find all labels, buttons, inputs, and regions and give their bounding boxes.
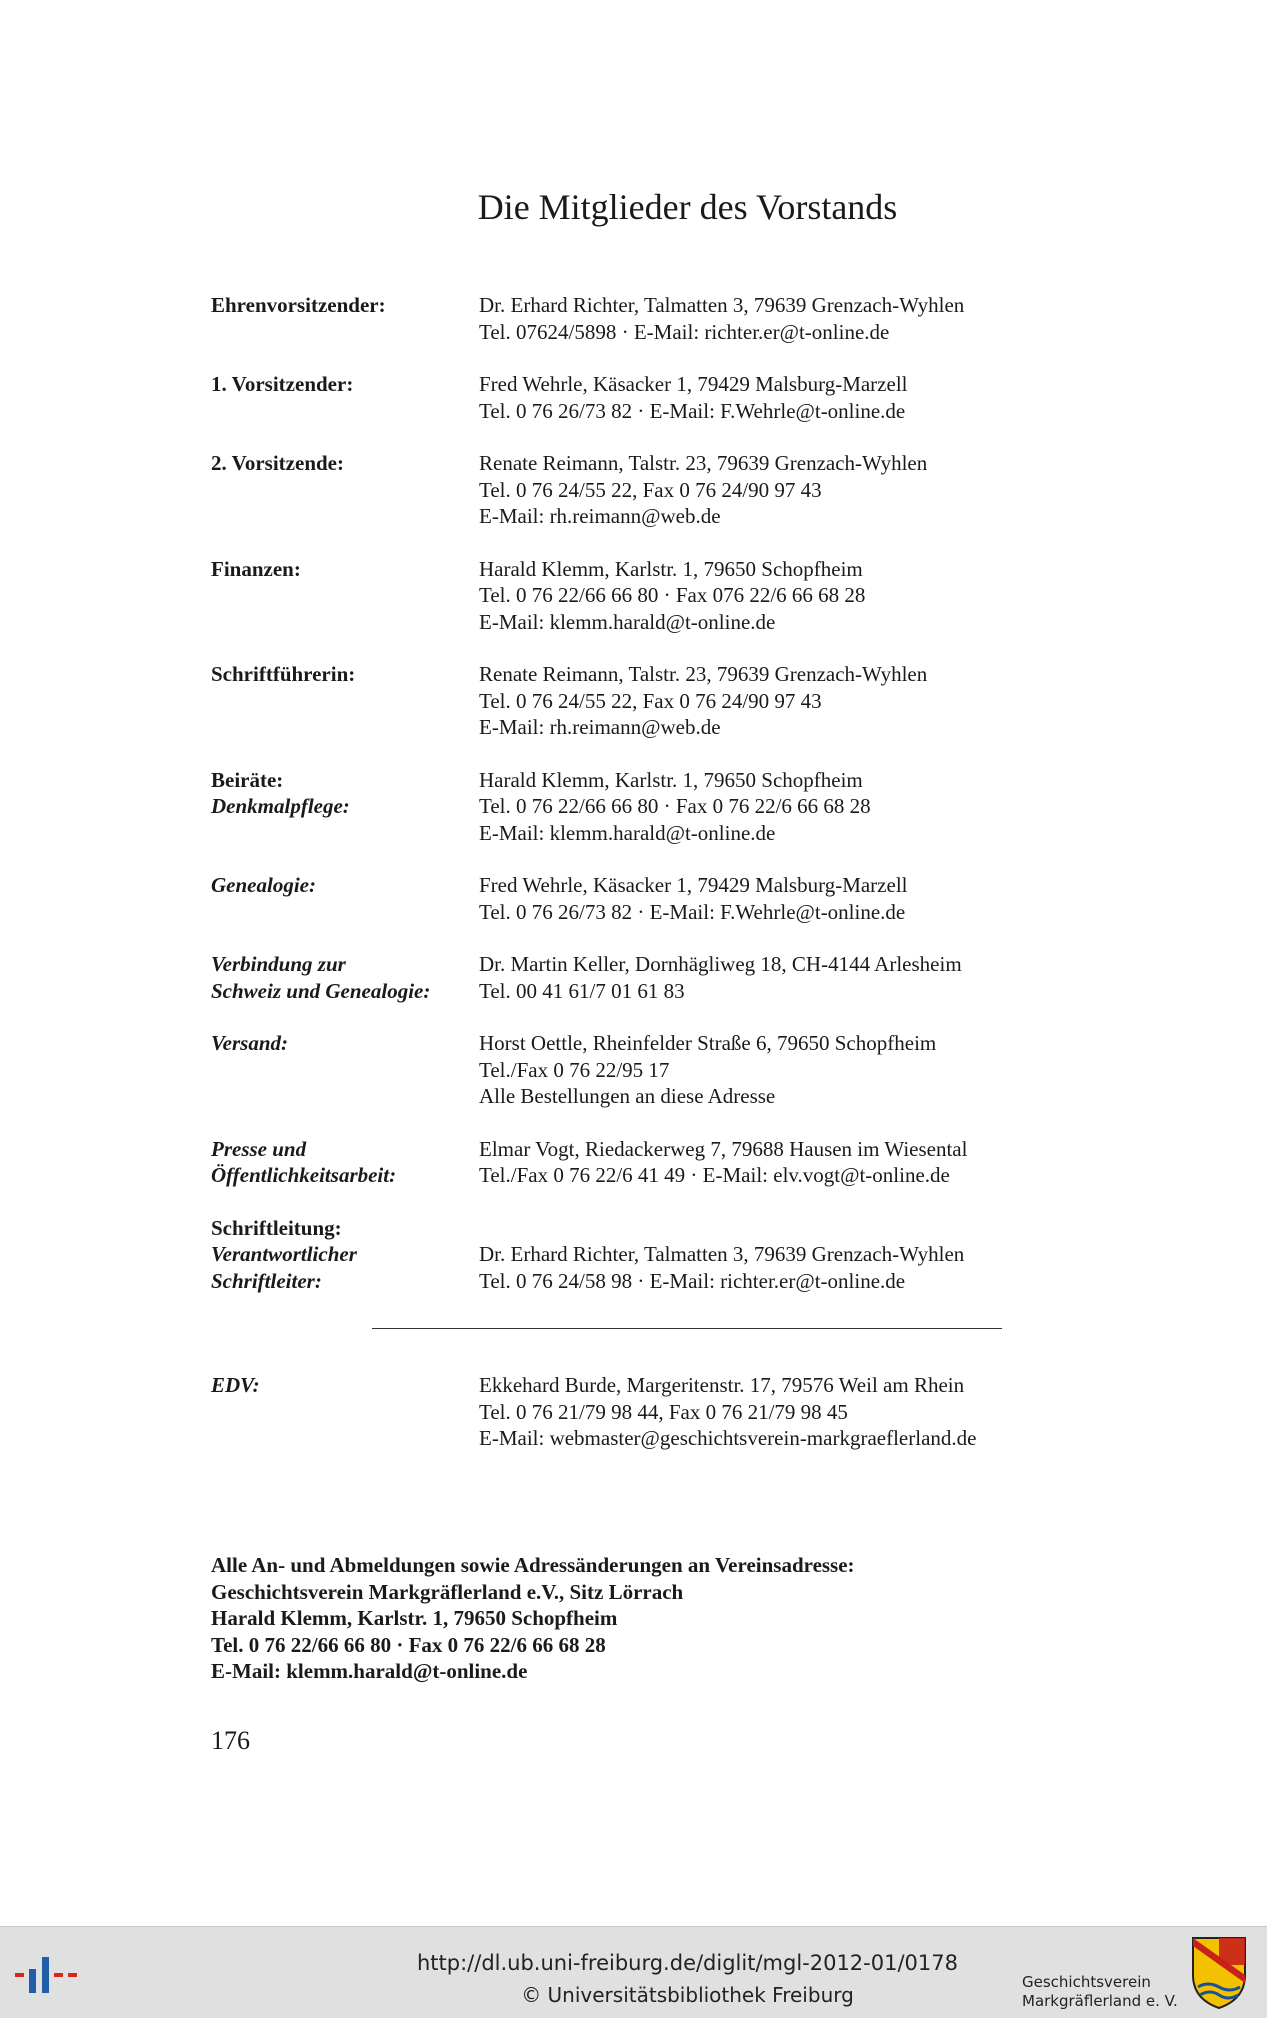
footer-url-link[interactable]: http://dl.ub.uni-freiburg.de/diglit/mgl-2012-01/0178 — [416, 1951, 958, 1975]
entry-line: Dr. Erhard Richter, Talmatten 3, 79639 Grenzach-Wyhlen — [479, 293, 965, 317]
entry-label: Presse und — [211, 1136, 307, 1161]
entry-value-column — [479, 1136, 1091, 1189]
entry-value-column — [479, 872, 1091, 925]
entry-line: Tel. 0 76 21/79 98 44, Fax 0 76 21/79 98 45 — [479, 1399, 848, 1424]
entry-value-column — [479, 661, 1091, 741]
entry-line: E-Mail: klemm.harald@t-online.de — [479, 609, 776, 634]
entry-line: Horst Oettle, Rheinfelder Straße 6, 79650 Schopfheim — [479, 1031, 937, 1055]
entry-label-column — [211, 951, 479, 1004]
entry-line: Tel. 00 41 61/7 01 61 83 — [479, 978, 685, 1003]
entry-label-column — [211, 1215, 479, 1295]
entry-line: E-Mail: rh.reimann@web.de — [479, 715, 721, 739]
entry-label: Beiräte: — [211, 767, 284, 792]
entry-value-column — [479, 767, 1091, 847]
entry-line: Tel. 0 76 26/73 82 · E-Mail: F.Wehrle@t-online.de — [479, 899, 906, 924]
notice-line: Geschichtsverein Markgräflerland e.V., Sitz Lörrach — [211, 1579, 684, 1604]
board-member-entry — [211, 1136, 1091, 1189]
board-member-entry — [211, 371, 1091, 424]
board-member-entry — [211, 1215, 1091, 1295]
notice-line: Harald Klemm, Karlstr. 1, 79650 Schopfheim — [211, 1606, 618, 1630]
board-members-list — [211, 292, 1091, 1320]
board-member-entry — [211, 767, 1091, 847]
entry-line: Ekkehard Burde, Margeritenstr. 17, 79576 Weil am Rhein — [479, 1373, 965, 1397]
board-member-entry — [211, 292, 1091, 345]
entry-label: Schriftleiter: — [211, 1268, 322, 1293]
page-title: Die Mitglieder des Vorstands — [477, 187, 898, 227]
entry-label: Ehrenvorsitzender: — [211, 293, 386, 317]
entry-label: 1. Vorsitzender: — [211, 372, 354, 396]
entry-label: Verbindung zur — [211, 952, 346, 976]
entry-value-column — [479, 1030, 1091, 1110]
entry-line: Dr. Martin Keller, Dornhägliweg 18, CH-4144 Arlesheim — [479, 952, 962, 976]
entry-label-column — [211, 1372, 479, 1452]
board-member-entry — [211, 872, 1091, 925]
entry-value-column — [479, 951, 1091, 1004]
entry-label-column — [211, 872, 479, 925]
board-member-entry — [211, 1030, 1091, 1110]
society-name-line: Geschichtsverein — [1022, 1973, 1151, 1991]
page-number: 176 — [211, 1726, 250, 1755]
entry-line: E-Mail: rh.reimann@web.de — [479, 504, 721, 528]
entry-line: Renate Reimann, Talstr. 23, 79639 Grenzach-Wyhlen — [479, 451, 928, 475]
entry-label: EDV: — [211, 1373, 260, 1397]
board-member-entry — [211, 661, 1091, 741]
entry-line: Tel. 0 76 26/73 82 · E-Mail: F.Wehrle@t-online.de — [479, 398, 906, 423]
entry-line: Alle Bestellungen an diese Adresse — [479, 1084, 776, 1108]
entry-line: Tel. 0 76 24/55 22, Fax 0 76 24/90 97 43 — [479, 477, 822, 502]
entry-line: Tel. 0 76 22/66 66 80 · Fax 076 22/6 66 68 28 — [479, 583, 866, 607]
entry-label-column — [211, 371, 479, 424]
entry-line: Tel. 07624/5898 · E-Mail: richter.er@t-online.de — [479, 319, 890, 344]
entry-line: Fred Wehrle, Käsacker 1, 79429 Malsburg-Marzell — [479, 372, 908, 396]
board-member-entry — [211, 556, 1091, 636]
entry-line: Harald Klemm, Karlstr. 1, 79650 Schopfheim — [479, 556, 863, 581]
footer-copyright: © Universitätsbibliothek Freiburg — [521, 1983, 854, 2007]
entry-line: E-Mail: webmaster@geschichtsverein-markgraeflerland.de — [479, 1426, 977, 1450]
entry-label-column — [211, 1030, 479, 1110]
entry-value-column — [479, 371, 1091, 424]
entry-label-column — [211, 556, 479, 636]
entry-label: Öffentlichkeitsarbeit: — [211, 1163, 397, 1187]
entry-line: Tel./Fax 0 76 22/6 41 49 · E-Mail: elv.vogt@t-online.de — [479, 1163, 950, 1187]
society-name-line: Markgräflerland e. V. — [1022, 1992, 1178, 2010]
entry-label: Verantwortlicher — [211, 1242, 357, 1266]
entry-label-column — [211, 292, 479, 345]
board-member-entry — [211, 951, 1091, 1004]
entry-line: Elmar Vogt, Riedackerweg 7, 79688 Hausen im Wiesental — [479, 1136, 968, 1161]
membership-notice — [211, 1552, 1111, 1685]
entry-label: Schriftleitung: — [211, 1215, 342, 1240]
entry-label: Finanzen: — [211, 556, 301, 581]
entry-line: Tel. 0 76 24/55 22, Fax 0 76 24/90 97 43 — [479, 688, 822, 713]
entry-value-column — [479, 292, 1091, 345]
entry-line: Renate Reimann, Talstr. 23, 79639 Grenzach-Wyhlen — [479, 662, 928, 686]
entry-label-column — [211, 1136, 479, 1189]
entry-label-column — [211, 661, 479, 741]
entry-line: Harald Klemm, Karlstr. 1, 79650 Schopfheim — [479, 767, 863, 792]
entry-label: Genealogie: — [211, 873, 316, 897]
entry-line: Dr. Erhard Richter, Talmatten 3, 79639 Grenzach-Wyhlen — [479, 1242, 965, 1266]
entry-line: E-Mail: klemm.harald@t-online.de — [479, 820, 776, 845]
section-divider — [372, 1328, 1002, 1329]
entry-value-column — [479, 1372, 1111, 1452]
entry-line: Tel. 0 76 22/66 66 80 · Fax 0 76 22/6 66 68 28 — [479, 794, 871, 818]
notice-line: E-Mail: klemm.harald@t-online.de — [211, 1659, 528, 1683]
entry-label: Versand: — [211, 1031, 289, 1055]
entry-value-column — [479, 556, 1091, 636]
entry-label: Schweiz und Genealogie: — [211, 978, 431, 1003]
entry-value-column — [479, 1215, 1091, 1295]
entry-label: 2. Vorsitzende: — [211, 451, 344, 475]
entry-line — [479, 1215, 1091, 1242]
entry-label-column — [211, 767, 479, 847]
footer-society — [1022, 1973, 1178, 2011]
coat-of-arms-icon — [1190, 1935, 1248, 2011]
notice-line: Tel. 0 76 22/66 66 80 · Fax 0 76 22/6 66 68 28 — [211, 1632, 606, 1657]
edv-entry — [211, 1372, 1111, 1452]
board-member-entry — [211, 450, 1091, 530]
entry-label: Denkmalpflege: — [211, 794, 350, 818]
entry-label-column — [211, 450, 479, 530]
entry-line: Tel. 0 76 24/58 98 · E-Mail: richter.er@t-online.de — [479, 1268, 906, 1293]
entry-label: Schriftführerin: — [211, 662, 356, 686]
notice-line: Alle An- und Abmeldungen sowie Adressänderungen an Vereinsadresse: — [211, 1553, 855, 1577]
footer-bar — [0, 1926, 1267, 2018]
entry-line: Fred Wehrle, Käsacker 1, 79429 Malsburg-Marzell — [479, 873, 908, 897]
entry-line: Tel./Fax 0 76 22/95 17 — [479, 1057, 670, 1082]
entry-value-column — [479, 450, 1091, 530]
